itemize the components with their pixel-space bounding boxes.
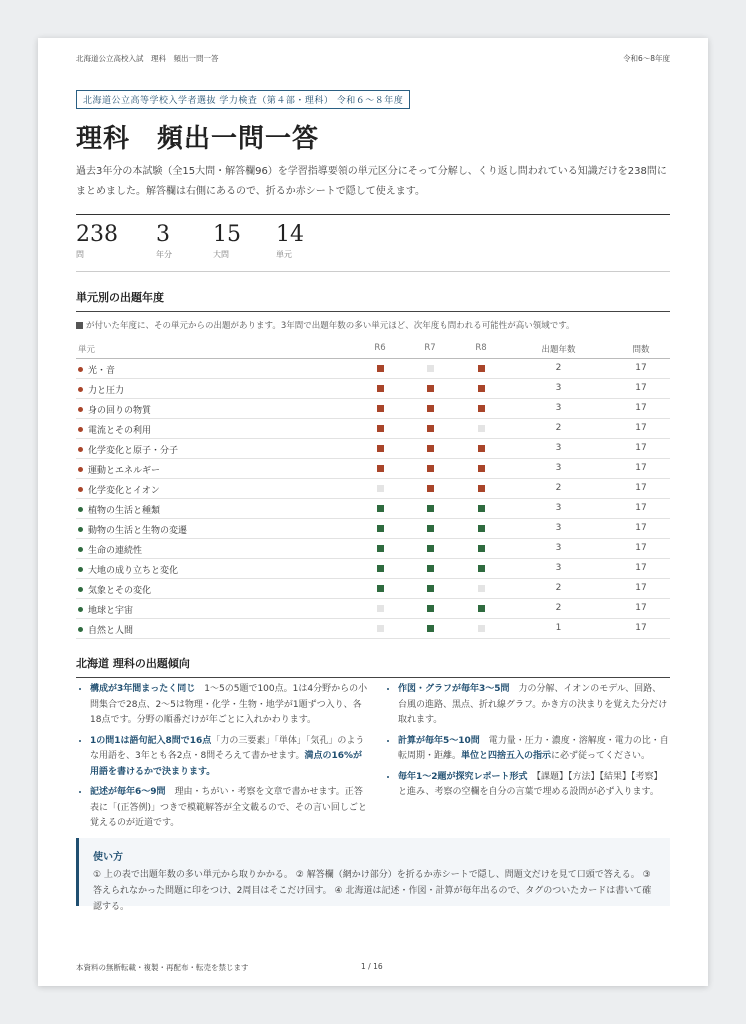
table-row <box>76 419 670 439</box>
year-mark-cell <box>474 425 488 435</box>
filled-square-icon <box>377 585 384 592</box>
table-row <box>76 399 670 419</box>
year-mark-cell <box>423 525 437 535</box>
count-cell: 17 <box>635 423 647 433</box>
document-page <box>38 38 708 986</box>
stat-units <box>276 221 304 260</box>
filled-square-icon <box>377 425 384 432</box>
usage-title: 使い方 <box>93 852 123 863</box>
filled-square-icon <box>377 525 384 532</box>
stats-bar <box>76 214 670 272</box>
table-row <box>76 619 670 639</box>
category-dot-icon <box>78 607 83 612</box>
year-mark-cell <box>474 485 488 495</box>
year-mark-cell <box>474 525 488 535</box>
stat-number: 238 <box>76 222 118 247</box>
filled-square-icon <box>377 385 384 392</box>
trend-item <box>398 770 670 801</box>
year-mark-cell <box>423 365 437 375</box>
year-mark-cell <box>373 405 387 415</box>
empty-square-icon <box>377 485 384 492</box>
usage-box <box>76 838 670 912</box>
category-dot-icon <box>78 547 83 552</box>
header-years: 出題年数 <box>541 345 576 355</box>
years-cell: 2 <box>555 603 562 613</box>
empty-square-icon <box>478 425 485 432</box>
year-mark-cell <box>474 385 488 395</box>
filled-square-icon <box>427 385 434 392</box>
header-r7: R7 <box>424 343 436 353</box>
year-mark-cell <box>373 385 387 395</box>
filled-square-icon <box>427 565 434 572</box>
table-row <box>76 519 670 539</box>
unit-cell <box>78 463 160 476</box>
trend-text: 理由・ちがい・考察を文章で書かせます。正答表に「(正答例)」つきで模範解答が全文載るので、その言い回しごと覚えるのが近道です。 <box>90 787 367 828</box>
unit-name: 気象とその変化 <box>88 586 152 596</box>
year-mark-cell <box>474 445 488 455</box>
year-mark-cell <box>474 585 488 595</box>
unit-name: 植物の生活と種類 <box>88 506 161 516</box>
header-left: 北海道公立高校入試 理科 頻出一問一答 <box>76 54 219 63</box>
filled-square-icon <box>377 365 384 372</box>
trend-highlight-2: 単位と四捨五入の指示 <box>461 751 552 761</box>
table-body <box>76 359 670 639</box>
year-mark-cell <box>373 425 387 435</box>
filled-square-icon <box>377 445 384 452</box>
section-heading-units: 単元別の出題年度 <box>76 289 670 312</box>
year-mark-cell <box>423 445 437 455</box>
stat-label: 単元 <box>276 250 292 259</box>
table-row <box>76 559 670 579</box>
category-dot-icon <box>78 627 83 632</box>
empty-square-icon <box>427 365 434 372</box>
years-cell: 3 <box>555 543 562 553</box>
unit-name: 自然と人間 <box>88 626 134 636</box>
category-dot-icon <box>78 567 83 572</box>
year-mark-cell <box>474 465 488 475</box>
year-mark-cell <box>373 465 387 475</box>
year-mark-cell <box>373 565 387 575</box>
count-cell: 17 <box>635 543 647 553</box>
unit-name: 大地の成り立ちと変化 <box>88 566 179 576</box>
filled-square-icon <box>427 625 434 632</box>
unit-cell <box>78 563 178 576</box>
stat-number: 3 <box>156 222 170 247</box>
unit-name: 化学変化とイオン <box>88 486 160 496</box>
filled-square-icon <box>427 545 434 552</box>
year-mark-cell <box>423 385 437 395</box>
stat-label: 大問 <box>213 250 229 259</box>
year-mark-cell <box>474 605 488 615</box>
trend-text: 力の分解、イオンのモデル、回路、台風の進路、黒点、折れ線グラフ。かき方の決まりを覚えた分だけ取れます。 <box>398 684 668 725</box>
table-row <box>76 539 670 559</box>
empty-square-icon <box>478 585 485 592</box>
trend-item <box>90 682 368 729</box>
years-cell: 3 <box>555 503 562 513</box>
stat-label: 年分 <box>156 250 172 259</box>
filled-square-icon <box>377 505 384 512</box>
filled-square-icon <box>478 525 485 532</box>
year-mark-cell <box>373 485 387 495</box>
year-mark-cell <box>423 605 437 615</box>
trend-highlight: 毎年1〜2題が探究レポート形式 <box>398 771 528 782</box>
table-row <box>76 579 670 599</box>
filled-square-icon <box>427 405 434 412</box>
category-dot-icon <box>78 407 83 412</box>
page-number: 1 / 16 <box>361 962 383 971</box>
table-row <box>76 599 670 619</box>
year-mark-cell <box>423 565 437 575</box>
year-mark-cell <box>373 605 387 615</box>
filled-square-icon <box>478 465 485 472</box>
count-cell: 17 <box>635 623 647 633</box>
trend-highlight: 計算が毎年5〜10問 <box>398 735 480 746</box>
stat-questions <box>76 221 118 260</box>
unit-cell <box>78 583 151 596</box>
filled-square-icon <box>478 445 485 452</box>
unit-cell <box>78 383 124 396</box>
header-count: 問数 <box>632 345 650 355</box>
trend-item <box>398 734 670 765</box>
filled-square-icon <box>377 565 384 572</box>
header-r8: R8 <box>475 343 487 353</box>
category-dot-icon <box>78 487 83 492</box>
unit-cell <box>78 363 115 376</box>
unit-cell <box>78 503 160 516</box>
year-mark-cell <box>373 525 387 535</box>
years-cell: 3 <box>555 383 562 393</box>
year-mark-cell <box>423 505 437 515</box>
year-mark-cell <box>474 565 488 575</box>
unit-name: 地球と宇宙 <box>88 606 134 616</box>
exam-tag: 北海道公立高等学校入学者選抜 学力検査（第４部・理科） 令和６〜８年度 <box>76 90 410 109</box>
filled-square-icon <box>478 505 485 512</box>
trend-item <box>90 785 368 832</box>
years-cell: 3 <box>555 523 562 533</box>
unit-name: 身の回りの物質 <box>88 406 152 416</box>
header-right: 令和6〜8年度 <box>622 54 670 63</box>
filled-square-icon <box>478 385 485 392</box>
table-note <box>76 319 575 331</box>
trend-text: 1〜5の5題で100点。1は4分野からの小問集合で28点、2〜5は物理・化学・生物・地学が1題ずつ入り、各18点です。分野の順番だけが年ごとに入れかわります。 <box>90 684 368 725</box>
usage-body: ① 上の表で出題年数の多い単元から取りかかる。 ② 解答欄（網かけ部分）を折るか赤シートで隠し、問題文だけを見て口頭で答える。 ③ 答えられなかった問題に印をつけ、2周目はそこだけ回す。 ④ 北海道は記述・作図・計算が毎年出るので、タグのついたカードは書いて確認する。 <box>93 870 652 912</box>
year-mark-cell <box>373 445 387 455</box>
filled-square-icon <box>478 405 485 412</box>
count-cell: 17 <box>635 523 647 533</box>
trend-highlight: 構成が3年間まったく同じ <box>90 684 196 694</box>
filled-square-icon <box>377 405 384 412</box>
unit-name: 力と圧力 <box>88 386 125 396</box>
table-row <box>76 499 670 519</box>
trend-text: 【課題】【方法】【結果】【考察】と進み、考察の空欄を自分の言葉で埋める設問が必ず入ります。 <box>398 771 663 797</box>
year-mark-cell <box>474 505 488 515</box>
count-cell: 17 <box>635 603 647 613</box>
unit-name: 電流とその利用 <box>88 426 152 436</box>
filled-square-icon <box>377 545 384 552</box>
year-mark-cell <box>474 405 488 415</box>
table-row <box>76 439 670 459</box>
unit-name: 化学変化と原子・分子 <box>88 446 179 456</box>
page-footer <box>76 962 670 973</box>
years-cell: 2 <box>555 483 562 493</box>
unit-cell <box>78 603 133 616</box>
trend-column-left <box>76 682 368 837</box>
years-cell: 3 <box>555 443 562 453</box>
stat-label: 問 <box>76 250 84 259</box>
unit-cell <box>78 623 133 636</box>
category-dot-icon <box>78 427 83 432</box>
year-mark-cell <box>373 625 387 635</box>
category-dot-icon <box>78 387 83 392</box>
year-mark-cell <box>474 545 488 555</box>
filled-square-icon <box>427 485 434 492</box>
category-dot-icon <box>78 587 83 592</box>
trend-text: 「力の三要素」「単体」「気孔」のような用語を、3年とも各2点・8問そろえて書かせます。 <box>90 735 365 761</box>
count-cell: 17 <box>635 443 647 453</box>
unit-name: 動物の生活と生物の変遷 <box>88 526 188 536</box>
empty-square-icon <box>478 625 485 632</box>
trend-text-2: に必ず従ってください。 <box>551 751 651 761</box>
filled-square-icon <box>478 545 485 552</box>
stat-number: 15 <box>213 222 241 247</box>
filled-square-icon <box>427 505 434 512</box>
year-mark-cell <box>474 365 488 375</box>
unit-name: 運動とエネルギー <box>88 466 161 476</box>
header-r6: R6 <box>374 343 386 353</box>
trend-text: 電力量・圧力・濃度・溶解度・電力の比・自転周期・距離。 <box>398 735 669 761</box>
empty-square-icon <box>377 605 384 612</box>
stat-years <box>156 221 172 260</box>
filled-square-icon <box>377 465 384 472</box>
count-cell: 17 <box>635 563 647 573</box>
trend-item <box>90 734 368 781</box>
unit-name: 生命の連続性 <box>88 546 143 556</box>
stat-big-questions <box>213 221 241 260</box>
page-title: 理科 頻出一問一答 <box>76 124 320 154</box>
trend-highlight-2: 満点の16%が用語を書けるかで決まります。 <box>90 751 363 777</box>
filled-square-icon <box>427 525 434 532</box>
trend-highlight: 作図・グラフが毎年3〜5問 <box>398 684 510 694</box>
filled-square-icon <box>478 565 485 572</box>
table-row <box>76 479 670 499</box>
table-note-text: が付いた年度に、その単元からの出題があります。3年間で出題年数の多い単元ほど、次年度も問われる可能性が高い領域です。 <box>86 321 575 331</box>
count-cell: 17 <box>635 403 647 413</box>
stat-number: 14 <box>276 222 304 247</box>
count-cell: 17 <box>635 483 647 493</box>
unit-cell <box>78 523 187 536</box>
years-cell: 1 <box>555 623 562 633</box>
year-mark-cell <box>423 545 437 555</box>
table-header-row <box>76 339 670 359</box>
year-mark-cell <box>373 585 387 595</box>
empty-square-icon <box>377 625 384 632</box>
header-unit: 単元 <box>78 345 96 355</box>
year-mark-cell <box>373 365 387 375</box>
year-mark-cell <box>373 545 387 555</box>
category-dot-icon <box>78 467 83 472</box>
unit-cell <box>78 443 178 456</box>
unit-cell <box>78 423 151 436</box>
trend-column-right <box>384 682 670 806</box>
count-cell: 17 <box>635 463 647 473</box>
footer-copyright: 本資料の無断転載・複製・再配布・転売を禁じます <box>76 963 249 972</box>
year-mark-cell <box>423 465 437 475</box>
legend-square-icon <box>76 322 83 329</box>
count-cell: 17 <box>635 383 647 393</box>
filled-square-icon <box>427 465 434 472</box>
years-cell: 3 <box>555 403 562 413</box>
category-dot-icon <box>78 447 83 452</box>
filled-square-icon <box>427 585 434 592</box>
section-heading-trends: 北海道 理科の出題傾向 <box>76 655 670 678</box>
year-mark-cell <box>423 585 437 595</box>
trend-highlight: 1の問1は語句記入8問で16点 <box>90 735 212 746</box>
unit-cell <box>78 483 160 496</box>
years-cell: 2 <box>555 583 562 593</box>
trend-item <box>398 682 670 729</box>
year-mark-cell <box>423 485 437 495</box>
filled-square-icon <box>478 365 485 372</box>
count-cell: 17 <box>635 363 647 373</box>
filled-square-icon <box>478 485 485 492</box>
unit-name: 光・音 <box>88 366 116 376</box>
category-dot-icon <box>78 527 83 532</box>
years-cell: 2 <box>555 363 562 373</box>
year-mark-cell <box>423 425 437 435</box>
filled-square-icon <box>478 605 485 612</box>
lead-text: 過去3年分の本試験（全15大問・解答欄96）を学習指導要領の単元区分にそって分解し、くり返し問われている知識だけを238問にまとめました。解答欄は右側にあるので、折るか赤シートで隠して使えます。 <box>76 166 667 197</box>
table-row <box>76 359 670 379</box>
year-mark-cell <box>373 505 387 515</box>
year-mark-cell <box>423 625 437 635</box>
years-cell: 3 <box>555 563 562 573</box>
unit-cell <box>78 403 151 416</box>
filled-square-icon <box>427 445 434 452</box>
filled-square-icon <box>427 605 434 612</box>
trend-highlight: 記述が毎年6〜9問 <box>90 787 166 797</box>
page-header <box>76 53 670 64</box>
year-mark-cell <box>474 625 488 635</box>
unit-cell <box>78 543 142 556</box>
years-cell: 2 <box>555 423 562 433</box>
category-dot-icon <box>78 507 83 512</box>
count-cell: 17 <box>635 503 647 513</box>
table-row <box>76 379 670 399</box>
table-row <box>76 459 670 479</box>
filled-square-icon <box>427 425 434 432</box>
year-mark-cell <box>423 405 437 415</box>
category-dot-icon <box>78 367 83 372</box>
unit-year-table <box>76 339 670 639</box>
count-cell: 17 <box>635 583 647 593</box>
years-cell: 3 <box>555 463 562 473</box>
